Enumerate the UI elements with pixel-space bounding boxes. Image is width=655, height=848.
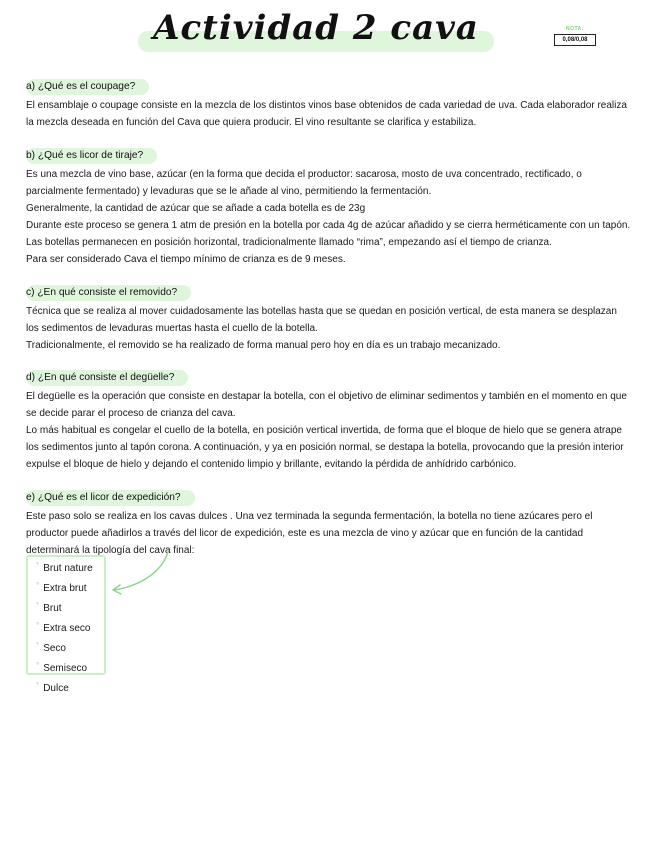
bullet-icon: ° — [36, 681, 40, 690]
list-item: ° Semiseco — [36, 661, 88, 674]
bullet-icon: ° — [36, 621, 40, 630]
list-item: ° Extra seco — [36, 621, 91, 634]
nota-value: 0,08/0,08 — [554, 34, 596, 46]
paragraph: Técnica que se realiza al mover cuidadosamente las botellas hasta que se quedan en posición vertical, de esta manera se desplazan los sedimentos de levaduras muertas hasta el cuello de la botella. — [26, 306, 617, 334]
bullet-icon: ° — [36, 661, 40, 670]
paragraph: El degüelle es la operación que consiste en destapar la botella, con el objetivo de eliminar sedimentos y también en el momento en que se decide parar el proceso de crianza del cava. — [26, 391, 627, 419]
paragraph: Durante este proceso se genera 1 atm de presión en la botella por cada 4g de azúcar añadido y se cierra herméticamente con un tapón. Las botellas permanecen en posición horizontal, tradicionalmente llamado “rima”, empezando así el tiempo de crianza. — [26, 220, 631, 248]
question-e: e) ¿Qué es el licor de expedición? — [26, 490, 195, 506]
paragraph: Es una mezcla de vino base, azúcar (en la forma que decida el productor: sacarosa, mosto de uva concentrado, rectificado, o parcialmente fermentado) y levaduras que se le añade al vino, permitiendo la fermentación. — [26, 169, 582, 197]
paragraph: Generalmente, la cantidad de azúcar que se añade a cada botella es de 23g — [26, 203, 366, 214]
paragraph: Tradicionalmente, el removido se ha realizado de forma manual pero hoy en día es un trabajo mecanizado. — [26, 340, 501, 351]
question-b: b) ¿Qué es licor de tiraje? — [26, 148, 157, 164]
paragraph: Este paso solo se realiza en los cavas dulces . Una vez terminada la segunda fermentación, la botella no tiene azúcares pero el productor puede añadirlos a través del licor de expedición, este es una mezcla de vino y azúcar que en función de la cantidad determinará la tipología del cava final: — [26, 511, 593, 556]
section-b — [26, 145, 631, 268]
section-a — [26, 76, 631, 131]
list-item: ° Brut — [36, 601, 62, 614]
list-item: ° Brut nature — [36, 561, 93, 574]
question-a: a) ¿Qué es el coupage? — [26, 79, 149, 95]
nota-label: NOTA: — [566, 26, 584, 32]
list-item: ° Extra brut — [36, 581, 87, 594]
list-item: ° Seco — [36, 641, 66, 654]
page-title: Actividad 2 cava — [153, 8, 479, 48]
cava-types-list — [36, 557, 93, 697]
bullet-icon: ° — [36, 601, 40, 610]
question-c: c) ¿En qué consiste el removido? — [26, 285, 191, 301]
question-d: d) ¿En qué consiste el degüelle? — [26, 370, 188, 386]
paragraph: Para ser considerado Cava el tiempo mínimo de crianza es de 9 meses. — [26, 254, 346, 265]
section-d — [26, 367, 631, 473]
list-item: ° Dulce — [36, 681, 69, 694]
paragraph: Lo más habitual es congelar el cuello de la botella, en posición vertical invertida, de forma que el bloque de hielo que se genera atrape los sedimentos junto al tapón corona. A continuación, y ya en posición normal, se destapa la botella, provocando que la presión interior expulse el bloque de hielo y dejando el contenido limpio y brillante, evitando la pérdida de anhídrido carbónico. — [26, 425, 624, 470]
bullet-icon: ° — [36, 561, 40, 570]
bullet-icon: ° — [36, 581, 40, 590]
bullet-icon: ° — [36, 641, 40, 650]
curved-arrow-icon — [100, 548, 175, 598]
paragraph: El ensamblaje o coupage consiste en la mezcla de los distintos vinos base obtenidos de cada variedad de uva. Cada elaborador realiza la mezcla deseada en función del Cava que quiera producir. El vino resultante se clarifica y estabiliza. — [26, 100, 627, 128]
section-c — [26, 282, 631, 354]
